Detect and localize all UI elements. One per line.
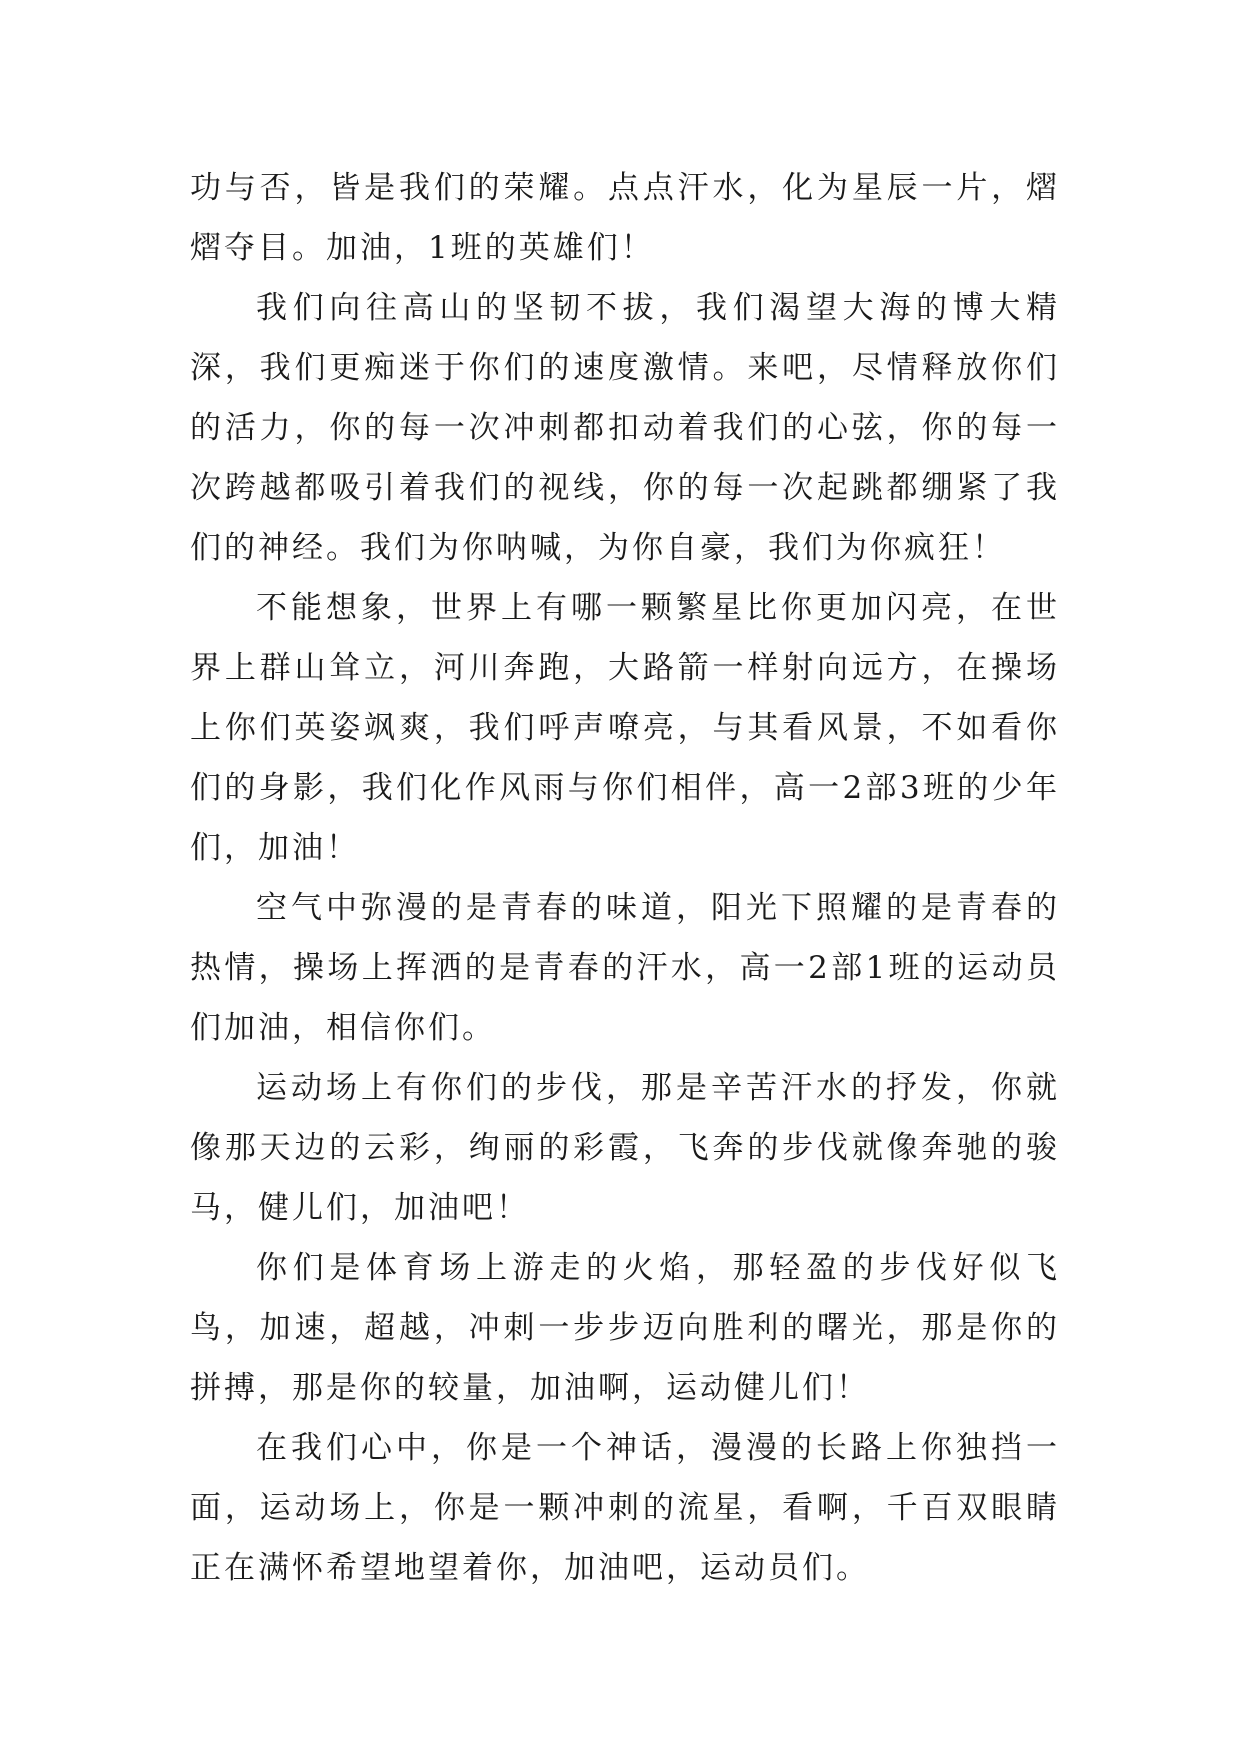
paragraph: 空气中弥漫的是青春的味道，阳光下照耀的是青春的热情，操场上挥洒的是青春的汗水，高一2部1班的运动员们加油，相信你们。 bbox=[190, 890, 1060, 1046]
paragraph: 我们向往高山的坚韧不拔，我们渴望大海的博大精深，我们更痴迷于你们的速度激情。来吧，尽情释放你们的活力，你的每一次冲刺都扣动着我们的心弦，你的每一次跨越都吸引着我们的视线，你的每一次起跳都绷紧了我们的神经。我们为你呐喊，为你自豪，我们为你疯狂！ bbox=[190, 290, 1060, 566]
paragraph: 在我们心中，你是一个神话，漫漫的长路上你独挡一面，运动场上，你是一颗冲刺的流星，看啊，千百双眼睛正在满怀希望地望着你，加油吧，运动员们。 bbox=[190, 1430, 1060, 1586]
paragraph-continuation: 功与否，皆是我们的荣耀。点点汗水，化为星辰一片，熠熠夺目。加油，1班的英雄们！ bbox=[190, 170, 1060, 266]
document-body bbox=[190, 158, 1060, 1598]
paragraph: 你们是体育场上游走的火焰，那轻盈的步伐好似飞鸟，加速，超越，冲刺一步步迈向胜利的曙光，那是你的拼搏，那是你的较量，加油啊，运动健儿们！ bbox=[190, 1250, 1060, 1406]
paragraph: 运动场上有你们的步伐，那是辛苦汗水的抒发，你就像那天边的云彩，绚丽的彩霞，飞奔的步伐就像奔驰的骏马，健儿们，加油吧！ bbox=[190, 1070, 1060, 1226]
paragraph: 不能想象，世界上有哪一颗繁星比你更加闪亮，在世界上群山耸立，河川奔跑，大路箭一样射向远方，在操场上你们英姿飒爽，我们呼声嘹亮，与其看风景，不如看你们的身影，我们化作风雨与你们相伴，高一2部3班的少年们，加油！ bbox=[190, 590, 1060, 866]
